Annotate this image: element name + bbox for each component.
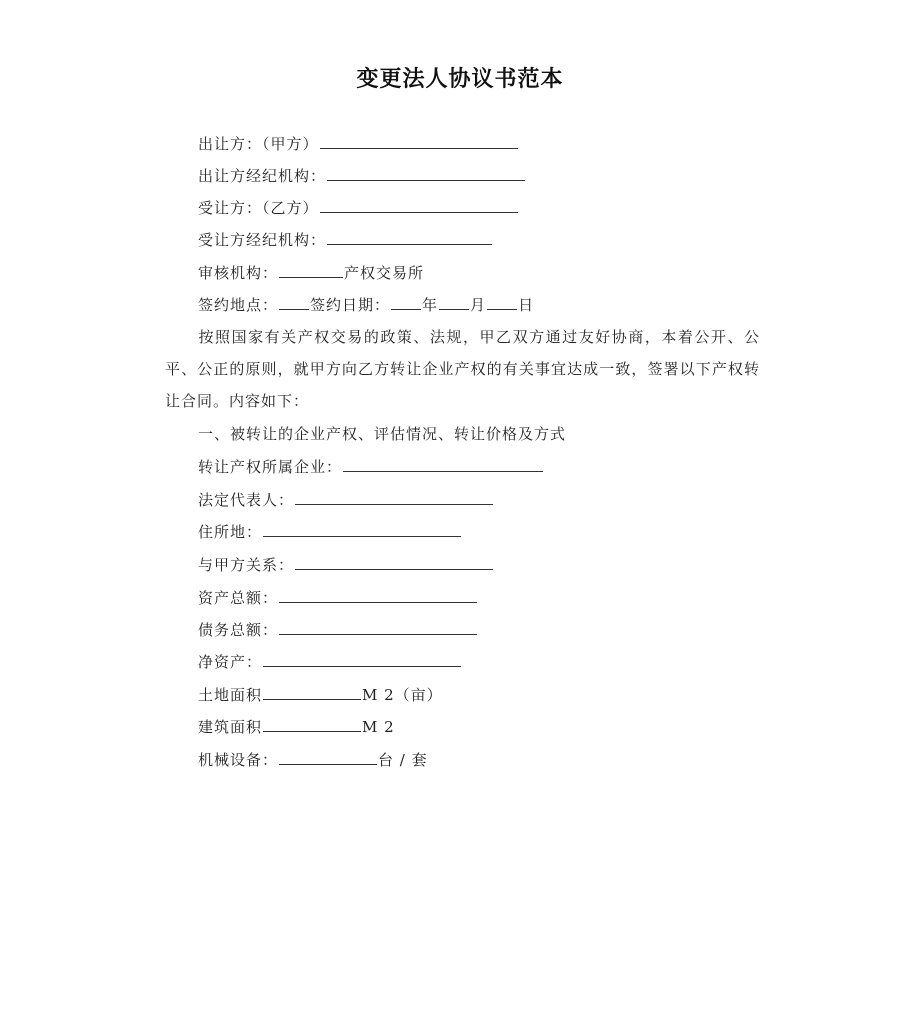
total-debts-label: 债务总额： [198,621,279,639]
month-label: 月 [470,296,487,314]
transferee-label: 受让方：（乙方） [198,199,319,217]
review-label: 审核机构： [198,264,279,282]
month-blank [439,293,469,310]
sign-place-blank [279,293,309,310]
year-label: 年 [422,296,439,314]
equipment-unit: 台 / 套 [378,751,428,769]
enterprise-label: 转让产权所属企业： [198,458,343,476]
legal-rep-line [198,488,494,510]
transferor-broker-blank [327,164,525,181]
transferor-label: 出让方：（甲方） [198,135,319,153]
transferor-broker-label: 出让方经纪机构： [198,167,327,185]
review-blank [279,261,343,278]
transferor-broker-line [198,164,526,186]
net-assets-line [198,650,462,672]
relation-label: 与甲方关系： [198,556,295,574]
year-blank [391,293,421,310]
sign-line [198,293,534,315]
transferor-blank [320,132,518,149]
total-assets-blank [279,586,477,603]
review-line [198,261,424,283]
enterprise-line [198,455,544,477]
address-blank [263,520,461,537]
equipment-label: 机械设备： [198,751,279,769]
relation-blank [295,553,493,570]
building-area-unit: M 2 [362,718,395,736]
document-title: 变更法人协议书范本 [356,67,564,92]
intro-text: 按照国家有关产权交易的政策、法规，甲乙双方通过友好协商，本着公开、公平、公正的原则，就甲方向乙方转让企业产权的有关事宜达成一致，签署以下产权转让合同。内容如下： [165,328,760,410]
enterprise-blank [343,455,543,472]
transferee-broker-label: 受让方经纪机构： [198,231,327,249]
total-assets-label: 资产总额： [198,589,279,607]
land-area-label: 土地面积 [198,686,263,704]
total-assets-line [198,586,478,608]
building-area-label: 建筑面积 [198,718,263,736]
building-area-blank [263,715,361,732]
land-area-blank [263,683,361,700]
total-debts-line [198,618,478,640]
net-assets-label: 净资产： [198,653,263,671]
legal-rep-label: 法定代表人： [198,491,295,509]
transferee-line [198,196,519,218]
relation-line [198,553,494,575]
equipment-blank [279,748,377,765]
transferee-broker-blank [327,228,492,245]
building-area-line [198,715,395,737]
net-assets-blank [263,650,461,667]
intro-paragraph [165,321,760,417]
legal-rep-blank [295,488,493,505]
review-suffix: 产权交易所 [344,264,425,282]
transferee-broker-line [198,228,493,250]
sign-date-label: 签约日期： [310,296,391,314]
address-label: 住所地： [198,523,263,541]
land-area-line [198,683,443,705]
day-label: 日 [518,296,535,314]
day-blank [487,293,517,310]
section1-heading: 一、被转让的企业产权、评估情况、转让价格及方式 [198,425,567,443]
land-area-unit: M 2（亩） [362,686,443,704]
transferor-line [198,132,519,154]
equipment-line [198,748,428,770]
transferee-blank [320,196,518,213]
total-debts-blank [279,618,477,635]
sign-place-label: 签约地点： [198,296,279,314]
address-line [198,520,462,542]
